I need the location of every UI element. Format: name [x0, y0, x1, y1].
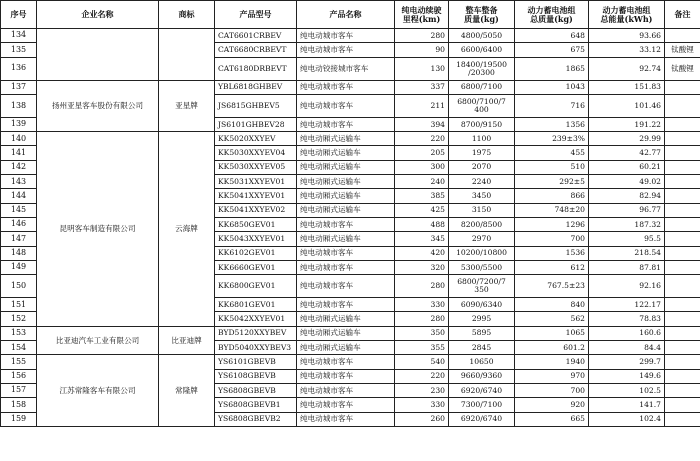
mass-cell: 2970	[449, 232, 515, 246]
seq-cell: 149	[1, 260, 37, 274]
mass-cell: 4800/5050	[449, 29, 515, 43]
note-cell	[665, 341, 700, 355]
mass-cell: 6920/6740	[449, 383, 515, 397]
battery-mass-cell: 455	[515, 146, 589, 160]
battery-mass-cell: 1940	[515, 355, 589, 369]
note-cell	[665, 398, 700, 412]
product-name-cell: 纯电动城市客车	[297, 275, 395, 298]
model-cell: YS6808GBEVB2	[215, 412, 297, 426]
product-name-cell: 纯电动厢式运输车	[297, 189, 395, 203]
brand-cell: 比亚迪牌	[159, 326, 215, 355]
range-cell: 540	[395, 355, 449, 369]
mass-cell: 8700/9150	[449, 117, 515, 131]
product-name-cell: 纯电动城市客车	[297, 94, 395, 117]
model-cell: CAT6680CRBEVT	[215, 43, 297, 57]
mass-cell: 7300/7100	[449, 398, 515, 412]
mass-cell: 6800/7100/7 400	[449, 94, 515, 117]
energy-cell: 187.32	[589, 217, 665, 231]
range-cell: 320	[395, 260, 449, 274]
energy-cell: 33.12	[589, 43, 665, 57]
range-cell: 330	[395, 398, 449, 412]
range-cell: 205	[395, 146, 449, 160]
range-cell: 211	[395, 94, 449, 117]
header-brand: 商标	[159, 1, 215, 29]
battery-mass-cell: 510	[515, 160, 589, 174]
range-cell: 280	[395, 29, 449, 43]
product-name-cell: 纯电动城市客车	[297, 217, 395, 231]
range-cell: 394	[395, 117, 449, 131]
battery-mass-cell: 700	[515, 232, 589, 246]
product-name-cell: 纯电动城市客车	[297, 29, 395, 43]
note-cell	[665, 369, 700, 383]
mass-cell: 8200/8500	[449, 217, 515, 231]
energy-cell: 78.83	[589, 312, 665, 326]
model-cell: KK5020XXYEV	[215, 132, 297, 146]
range-cell: 420	[395, 246, 449, 260]
mass-cell: 6920/6740	[449, 412, 515, 426]
company-cell: 比亚迪汽车工业有限公司	[37, 326, 159, 355]
mass-cell: 10650	[449, 355, 515, 369]
energy-cell: 141.7	[589, 398, 665, 412]
note-cell	[665, 312, 700, 326]
seq-cell: 138	[1, 94, 37, 117]
note-cell	[665, 383, 700, 397]
model-cell: KK5031XXYEV01	[215, 175, 297, 189]
brand-cell	[159, 29, 215, 81]
product-name-cell: 纯电动城市客车	[297, 412, 395, 426]
seq-cell: 155	[1, 355, 37, 369]
note-cell	[665, 132, 700, 146]
energy-cell: 92.16	[589, 275, 665, 298]
energy-cell: 29.99	[589, 132, 665, 146]
header-mass: 整车整备 质量(kg)	[449, 1, 515, 29]
model-cell: KK6801GEV01	[215, 298, 297, 312]
product-name-cell: 纯电动厢式运输车	[297, 326, 395, 340]
note-cell	[665, 203, 700, 217]
range-cell: 385	[395, 189, 449, 203]
model-cell: CAT6180DRBEVT	[215, 57, 297, 80]
energy-cell: 87.81	[589, 260, 665, 274]
company-cell: 江苏常隆客车有限公司	[37, 355, 159, 426]
table-row	[1, 29, 700, 43]
product-name-cell: 纯电动城市客车	[297, 43, 395, 57]
note-cell	[665, 298, 700, 312]
note-cell	[665, 94, 700, 117]
note-cell	[665, 189, 700, 203]
product-name-cell: 纯电动厢式运输车	[297, 175, 395, 189]
seq-cell: 141	[1, 146, 37, 160]
battery-mass-cell: 562	[515, 312, 589, 326]
energy-cell: 95.5	[589, 232, 665, 246]
battery-mass-cell: 1296	[515, 217, 589, 231]
energy-cell: 96.77	[589, 203, 665, 217]
mass-cell: 6800/7100	[449, 80, 515, 94]
range-cell: 280	[395, 312, 449, 326]
note-cell	[665, 232, 700, 246]
battery-mass-cell: 239±3%	[515, 132, 589, 146]
seq-cell: 146	[1, 217, 37, 231]
company-cell	[37, 29, 159, 81]
mass-cell: 6600/6400	[449, 43, 515, 57]
note-cell: 钛酸锂	[665, 43, 700, 57]
battery-mass-cell: 601.2	[515, 341, 589, 355]
company-cell: 扬州亚星客车股份有限公司	[37, 80, 159, 132]
mass-cell: 18400/19500 /20300	[449, 57, 515, 80]
product-name-cell: 纯电动厢式运输车	[297, 160, 395, 174]
note-cell	[665, 275, 700, 298]
range-cell: 337	[395, 80, 449, 94]
header-product-name: 产品名称	[297, 1, 395, 29]
product-name-cell: 纯电动厢式运输车	[297, 312, 395, 326]
battery-mass-cell: 920	[515, 398, 589, 412]
battery-mass-cell: 1865	[515, 57, 589, 80]
seq-cell: 154	[1, 341, 37, 355]
header-range: 纯电动续驶 里程(km)	[395, 1, 449, 29]
table-row	[1, 326, 700, 340]
product-name-cell: 纯电动城市客车	[297, 383, 395, 397]
header-note: 备注	[665, 1, 700, 29]
model-cell: YBL6818GHBEV	[215, 80, 297, 94]
model-cell: YS6808GBEVB1	[215, 398, 297, 412]
model-cell: YS6108GBEVB	[215, 369, 297, 383]
table-row	[1, 132, 700, 146]
note-cell	[665, 175, 700, 189]
energy-cell: 102.4	[589, 412, 665, 426]
model-cell: KK6800GEV01	[215, 275, 297, 298]
battery-mass-cell: 716	[515, 94, 589, 117]
note-cell	[665, 117, 700, 131]
seq-cell: 140	[1, 132, 37, 146]
battery-mass-cell: 767.5±23	[515, 275, 589, 298]
battery-mass-cell: 292±5	[515, 175, 589, 189]
note-cell	[665, 326, 700, 340]
energy-cell: 102.5	[589, 383, 665, 397]
battery-mass-cell: 1536	[515, 246, 589, 260]
energy-cell: 160.6	[589, 326, 665, 340]
mass-cell: 5895	[449, 326, 515, 340]
model-cell: KK5030XXYEV05	[215, 160, 297, 174]
seq-cell: 151	[1, 298, 37, 312]
note-cell	[665, 246, 700, 260]
battery-mass-cell: 866	[515, 189, 589, 203]
range-cell: 300	[395, 160, 449, 174]
energy-cell: 151.83	[589, 80, 665, 94]
seq-cell: 158	[1, 398, 37, 412]
header-company: 企业名称	[37, 1, 159, 29]
product-name-cell: 纯电动城市客车	[297, 80, 395, 94]
product-name-cell: 纯电动厢式运输车	[297, 203, 395, 217]
mass-cell: 2070	[449, 160, 515, 174]
note-cell	[665, 217, 700, 231]
model-cell: KK6660GEV01	[215, 260, 297, 274]
model-cell: CAT6601CRBEV	[215, 29, 297, 43]
energy-cell: 82.94	[589, 189, 665, 203]
product-name-cell: 纯电动厢式运输车	[297, 146, 395, 160]
header-seq: 序号	[1, 1, 37, 29]
note-cell	[665, 355, 700, 369]
product-name-cell: 纯电动城市客车	[297, 355, 395, 369]
model-cell: JS6101GHBEV28	[215, 117, 297, 131]
seq-cell: 156	[1, 369, 37, 383]
seq-cell: 145	[1, 203, 37, 217]
battery-mass-cell: 1043	[515, 80, 589, 94]
battery-mass-cell: 840	[515, 298, 589, 312]
product-name-cell: 纯电动城市客车	[297, 369, 395, 383]
seq-cell: 150	[1, 275, 37, 298]
range-cell: 220	[395, 369, 449, 383]
product-name-cell: 纯电动铰接城市客车	[297, 57, 395, 80]
energy-cell: 49.02	[589, 175, 665, 189]
energy-cell: 218.54	[589, 246, 665, 260]
mass-cell: 2240	[449, 175, 515, 189]
seq-cell: 136	[1, 57, 37, 80]
range-cell: 350	[395, 326, 449, 340]
battery-mass-cell: 1065	[515, 326, 589, 340]
range-cell: 90	[395, 43, 449, 57]
range-cell: 240	[395, 175, 449, 189]
model-cell: KK6850GEV01	[215, 217, 297, 231]
model-cell: KK5043XXYEV01	[215, 232, 297, 246]
energy-cell: 93.66	[589, 29, 665, 43]
energy-cell: 101.46	[589, 94, 665, 117]
mass-cell: 2995	[449, 312, 515, 326]
range-cell: 280	[395, 275, 449, 298]
mass-cell: 9660/9360	[449, 369, 515, 383]
product-name-cell: 纯电动城市客车	[297, 246, 395, 260]
range-cell: 355	[395, 341, 449, 355]
brand-cell: 亚星牌	[159, 80, 215, 132]
battery-mass-cell: 970	[515, 369, 589, 383]
company-cell: 昆明客车制造有限公司	[37, 132, 159, 327]
seq-cell: 147	[1, 232, 37, 246]
battery-mass-cell: 665	[515, 412, 589, 426]
battery-mass-cell: 1356	[515, 117, 589, 131]
model-cell: KK6102GEV01	[215, 246, 297, 260]
battery-mass-cell: 700	[515, 383, 589, 397]
header-energy: 动力蓄电池组 总能量(kWh)	[589, 1, 665, 29]
mass-cell: 3150	[449, 203, 515, 217]
model-cell: KK5041XXYEV02	[215, 203, 297, 217]
model-cell: BYD5120XXYBEV	[215, 326, 297, 340]
model-cell: YS6808GBEVB	[215, 383, 297, 397]
range-cell: 260	[395, 412, 449, 426]
seq-cell: 159	[1, 412, 37, 426]
note-cell	[665, 146, 700, 160]
energy-cell: 122.17	[589, 298, 665, 312]
note-cell	[665, 160, 700, 174]
energy-cell: 60.21	[589, 160, 665, 174]
seq-cell: 137	[1, 80, 37, 94]
seq-cell: 135	[1, 43, 37, 57]
mass-cell: 6800/7200/7 350	[449, 275, 515, 298]
energy-cell: 149.6	[589, 369, 665, 383]
note-cell	[665, 412, 700, 426]
header-battery-mass: 动力蓄电池组 总质量(kg)	[515, 1, 589, 29]
seq-cell: 152	[1, 312, 37, 326]
energy-cell: 84.4	[589, 341, 665, 355]
product-name-cell: 纯电动城市客车	[297, 260, 395, 274]
note-cell: 钛酸锂	[665, 57, 700, 80]
range-cell: 345	[395, 232, 449, 246]
header-row	[1, 1, 700, 29]
mass-cell: 3450	[449, 189, 515, 203]
model-cell: BYD5040XXYBEV3	[215, 341, 297, 355]
energy-cell: 92.74	[589, 57, 665, 80]
table-row	[1, 355, 700, 369]
battery-mass-cell: 648	[515, 29, 589, 43]
product-name-cell: 纯电动城市客车	[297, 117, 395, 131]
seq-cell: 142	[1, 160, 37, 174]
seq-cell: 144	[1, 189, 37, 203]
battery-mass-cell: 612	[515, 260, 589, 274]
range-cell: 425	[395, 203, 449, 217]
note-cell	[665, 29, 700, 43]
energy-cell: 42.77	[589, 146, 665, 160]
mass-cell: 1100	[449, 132, 515, 146]
mass-cell: 5300/5500	[449, 260, 515, 274]
header-model: 产品型号	[215, 1, 297, 29]
model-cell: JS6815GHBEV5	[215, 94, 297, 117]
mass-cell: 10200/10800	[449, 246, 515, 260]
seq-cell: 143	[1, 175, 37, 189]
range-cell: 488	[395, 217, 449, 231]
range-cell: 330	[395, 298, 449, 312]
note-cell	[665, 260, 700, 274]
brand-cell: 云海牌	[159, 132, 215, 327]
product-name-cell: 纯电动城市客车	[297, 298, 395, 312]
model-cell: KK5030XXYEV04	[215, 146, 297, 160]
product-name-cell: 纯电动城市客车	[297, 398, 395, 412]
product-name-cell: 纯电动厢式运输车	[297, 232, 395, 246]
seq-cell: 148	[1, 246, 37, 260]
model-cell: YS6101GBEVB	[215, 355, 297, 369]
seq-cell: 157	[1, 383, 37, 397]
seq-cell: 153	[1, 326, 37, 340]
model-cell: KK5042XXYEV01	[215, 312, 297, 326]
table-body	[1, 29, 700, 427]
product-name-cell: 纯电动厢式运输车	[297, 132, 395, 146]
mass-cell: 1975	[449, 146, 515, 160]
range-cell: 230	[395, 383, 449, 397]
battery-mass-cell: 675	[515, 43, 589, 57]
mass-cell: 6090/6340	[449, 298, 515, 312]
product-name-cell: 纯电动厢式运输车	[297, 341, 395, 355]
energy-cell: 299.7	[589, 355, 665, 369]
seq-cell: 139	[1, 117, 37, 131]
brand-cell: 常隆牌	[159, 355, 215, 426]
battery-mass-cell: 748±20	[515, 203, 589, 217]
model-cell: KK5041XXYEV01	[215, 189, 297, 203]
mass-cell: 2845	[449, 341, 515, 355]
range-cell: 220	[395, 132, 449, 146]
table-row	[1, 80, 700, 94]
range-cell: 130	[395, 57, 449, 80]
energy-cell: 191.22	[589, 117, 665, 131]
seq-cell: 134	[1, 29, 37, 43]
note-cell	[665, 80, 700, 94]
